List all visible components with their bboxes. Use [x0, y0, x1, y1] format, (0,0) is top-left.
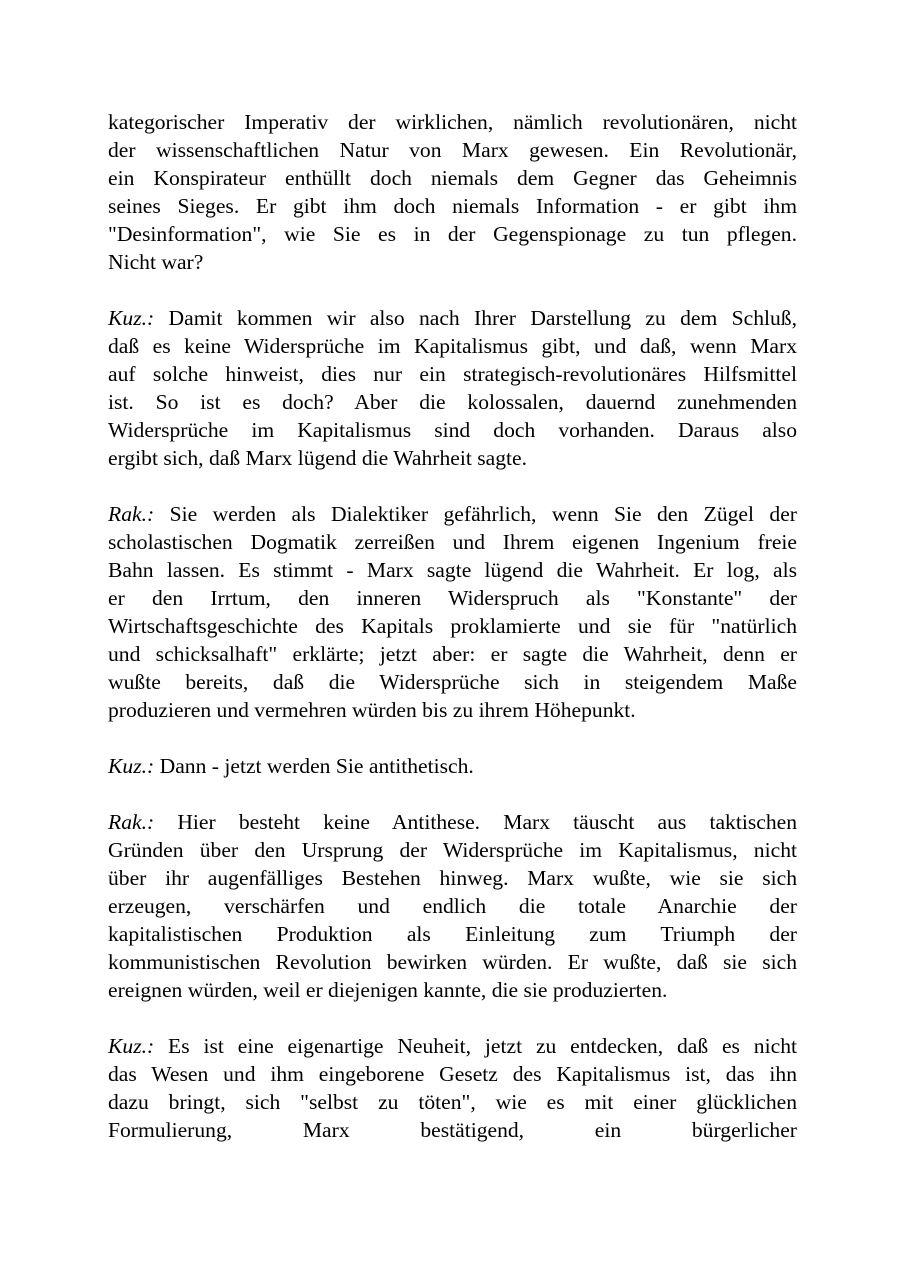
speaker-label: Kuz.:: [108, 754, 155, 778]
text-line: [108, 220, 797, 248]
line-text: erzeugen, verschärfen und endlich die totale Anarchie der: [108, 894, 797, 918]
text-line: [108, 108, 797, 136]
line-text: ist. So ist es doch? Aber die kolossalen, dauernd zunehmenden: [108, 390, 797, 414]
text-line: [108, 1060, 797, 1088]
text-line: [108, 332, 797, 360]
line-text: er den Irrtum, den inneren Widerspruch als "Konstante" der: [108, 586, 797, 610]
line-text: produzieren und vermehren würden bis zu ihrem Höhepunkt.: [108, 698, 636, 722]
speaker-label: Kuz.:: [108, 306, 155, 330]
text-line: [108, 360, 797, 388]
text-line: [108, 304, 797, 332]
line-text: Widersprüche im Kapitalismus sind doch vorhanden. Daraus also: [108, 418, 797, 442]
text-line: [108, 1088, 797, 1116]
line-text: kapitalistischen Produktion als Einleitung zum Triumph der: [108, 922, 797, 946]
line-text: seines Sieges. Er gibt ihm doch niemals Information - er gibt ihm: [108, 194, 797, 218]
text-line: [108, 696, 797, 724]
text-line: [108, 416, 797, 444]
paragraph: [108, 500, 797, 724]
speaker-label: Rak.:: [108, 502, 155, 526]
text-line: [108, 948, 797, 976]
line-text: über ihr augenfälliges Bestehen hinweg. Marx wußte, wie sie sich: [108, 866, 797, 890]
text-line: [108, 808, 797, 836]
line-text: Dann - jetzt werden Sie antithetisch.: [154, 754, 474, 778]
text-line: [108, 640, 797, 668]
line-text: dazu bringt, sich "selbst zu töten", wie es mit einer glücklichen: [108, 1090, 797, 1114]
line-text: "Desinformation", wie Sie es in der Gegenspionage zu tun pflegen.: [108, 222, 797, 246]
line-text: Gründen über den Ursprung der Widersprüche im Kapitalismus, nicht: [108, 838, 797, 862]
line-text: kommunistischen Revolution bewirken würden. Er wußte, daß sie sich: [108, 950, 797, 974]
text-line: [108, 136, 797, 164]
line-text: scholastischen Dogmatik zerreißen und Ihrem eigenen Ingenium freie: [108, 530, 797, 554]
line-text: Formulierung, Marx bestätigend, ein bürgerlicher: [108, 1118, 797, 1142]
paragraph: [108, 304, 797, 472]
line-text: Sie werden als Dialektiker gefährlich, wenn Sie den Zügel der: [154, 502, 797, 526]
text-line: [108, 248, 797, 276]
text-line: [108, 976, 797, 1004]
line-text: das Wesen und ihm eingeborene Gesetz des Kapitalismus ist, das ihn: [108, 1062, 797, 1086]
text-line: [108, 1032, 797, 1060]
text-line: [108, 500, 797, 528]
text-line: [108, 920, 797, 948]
line-text: Nicht war?: [108, 250, 204, 274]
line-text: Damit kommen wir also nach Ihrer Darstellung zu dem Schluß,: [154, 306, 797, 330]
text-line: [108, 612, 797, 640]
line-text: daß es keine Widersprüche im Kapitalismus gibt, und daß, wenn Marx: [108, 334, 797, 358]
text-line: [108, 444, 797, 472]
text-line: [108, 752, 797, 780]
text-line: [108, 192, 797, 220]
paragraph: [108, 108, 797, 276]
line-text: und schicksalhaft" erklärte; jetzt aber: er sagte die Wahrheit, denn er: [108, 642, 797, 666]
text-line: [108, 388, 797, 416]
line-text: auf solche hinweist, dies nur ein strategisch-revolutionäres Hilfsmittel: [108, 362, 797, 386]
line-text: Hier besteht keine Antithese. Marx täuscht aus taktischen: [154, 810, 797, 834]
line-text: Bahn lassen. Es stimmt - Marx sagte lügend die Wahrheit. Er log, als: [108, 558, 797, 582]
line-text: wußte bereits, daß die Widersprüche sich in steigendem Maße: [108, 670, 797, 694]
text-line: [108, 864, 797, 892]
speaker-label: Kuz.:: [108, 1034, 155, 1058]
line-text: ein Konspirateur enthüllt doch niemals dem Gegner das Geheimnis: [108, 166, 797, 190]
text-line: [108, 164, 797, 192]
paragraph: [108, 752, 797, 780]
line-text: der wissenschaftlichen Natur von Marx gewesen. Ein Revolutionär,: [108, 138, 797, 162]
text-line: [108, 668, 797, 696]
text-line: [108, 556, 797, 584]
text-line: [108, 584, 797, 612]
line-text: Es ist eine eigenartige Neuheit, jetzt zu entdecken, daß es nicht: [154, 1034, 797, 1058]
line-text: ereignen würden, weil er diejenigen kannte, die sie produzierten.: [108, 978, 668, 1002]
paragraph: [108, 1032, 797, 1144]
text-line: [108, 528, 797, 556]
paragraph: [108, 808, 797, 1004]
text-line: [108, 836, 797, 864]
speaker-label: Rak.:: [108, 810, 155, 834]
line-text: ergibt sich, daß Marx lügend die Wahrheit sagte.: [108, 446, 528, 470]
text-line: [108, 892, 797, 920]
line-text: kategorischer Imperativ der wirklichen, nämlich revolutionären, nicht: [108, 110, 797, 134]
text-line: [108, 1116, 797, 1144]
line-text: Wirtschaftsgeschichte des Kapitals proklamierte und sie für "natürlich: [108, 614, 797, 638]
document-page: [108, 108, 797, 1172]
